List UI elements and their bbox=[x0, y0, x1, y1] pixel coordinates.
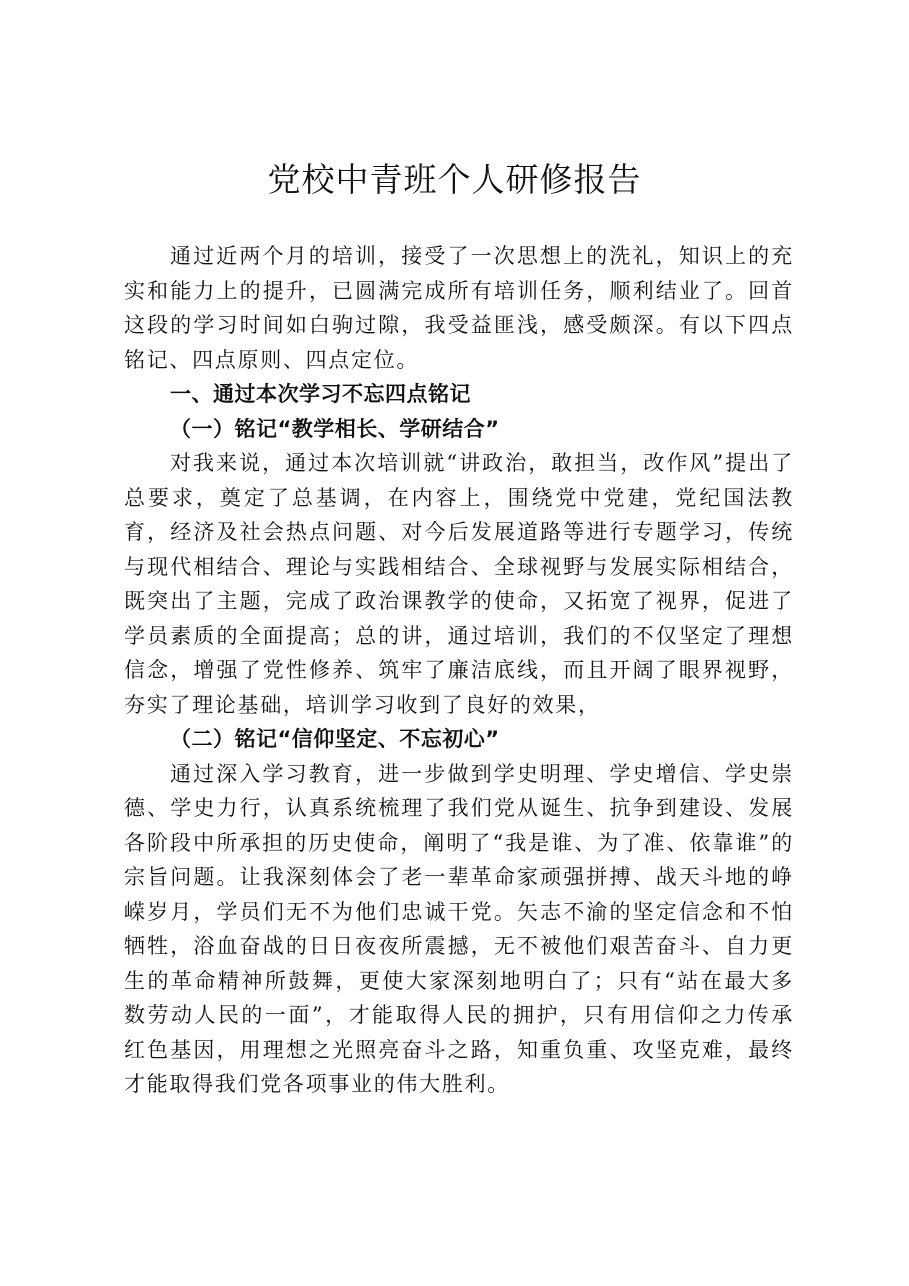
subsection-paragraph-1: 对我来说，通过本次培训就“讲政治，敢担当，改作风”提出了总要求，奠定了总基调，在内容上，围绕党中党建，党纪国法教育，经济及社会热点问题、对今后发展道路等进行专题学习，传统与现代相结合、理论与实践相结合、全球视野与发展实际相结合，既突出了主题，完成了政治课教学的使命，又拓宽了视界，促进了学员素质的全面提高；总的讲，通过培训，我们的不仅坚定了理想信念，增强了党性修养、筑牢了廉洁底线，而且开阔了眼界视野，夯实了理论基础，培训学习收到了良好的效果， bbox=[124, 451, 794, 717]
subsection-heading-1: （一）铭记“教学相长、学研结合” bbox=[170, 416, 500, 441]
document-body bbox=[124, 239, 794, 1102]
intro-paragraph: 通过近两个月的培训，接受了一次思想上的洗礼，知识上的充实和能力上的提升，已圆满完成所有培训任务，顺利结业了。回首这段的学习时间如白驹过隙，我受益匪浅，感受颇深。有以下四点铭记、四点原则、四点定位。 bbox=[124, 244, 794, 372]
document-title: 党校中青班个人研修报告 bbox=[267, 160, 642, 199]
subsection-paragraph-2: 通过深入学习教育，进一步做到学史明理、学史增信、学史崇德、学史力行，认真系统梳理了我们党从诞生、抗争到建设、发展各阶段中所承担的历史使命，阐明了“我是谁、为了准、依靠谁”的宗旨问题。让我深刻体会了老一辈革命家顽强拼搏、战天斗地的峥嵘岁月，学员们无不为他们忠诚干党。矢志不渝的坚定信念和不怕牺牲，浴血奋战的日日夜夜所震撼，无不被他们艰苦奋斗、自力更生的革命精神所鼓舞，更使大家深刻地明白了；只有“站在最大多数劳动人民的一面”，才能取得人民的拥护，只有用信仰之力传承红色基因，用理想之光照亮奋斗之路，知重负重、攻坚克难，最终才能取得我们党各项事业的伟大胜利。 bbox=[124, 761, 794, 1096]
subsection-heading-2: （二）铭记“信仰坚定、不忘初心” bbox=[170, 727, 500, 751]
section-heading-1: 一、通过本次学习不忘四点铭记 bbox=[170, 382, 471, 406]
